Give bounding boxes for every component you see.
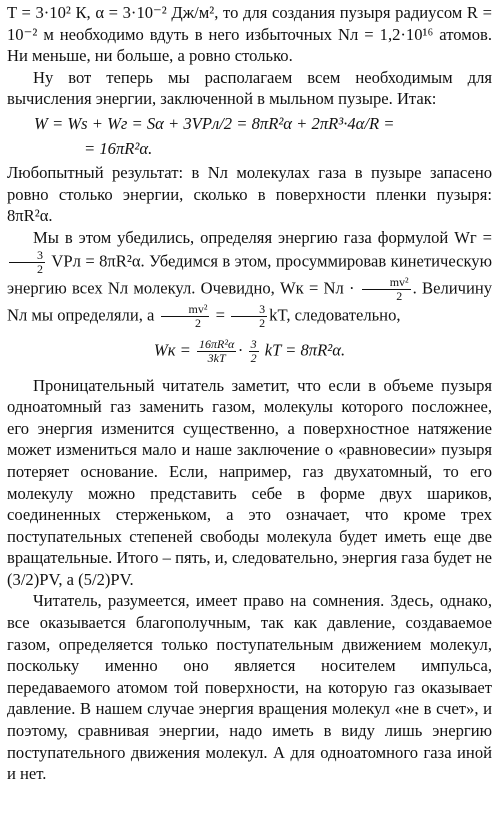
text-segment: VPл = 8πR²α. Убедимся в этом, просуммировав кинетическую энергию всех Nл молекул. Очевидно, Wк = Nл · bbox=[7, 250, 492, 297]
fraction-mv2-over-2 bbox=[161, 303, 210, 330]
text-segment: = bbox=[215, 304, 225, 324]
fraction-denominator: 2 bbox=[195, 315, 201, 330]
fraction-denominator: 2 bbox=[396, 288, 403, 303]
fraction-three-halves bbox=[249, 338, 259, 365]
text-segment: . Величину Nл мы определяли, а bbox=[7, 277, 493, 324]
fraction-denominator: 3kT bbox=[207, 350, 226, 365]
text-segment: Мы в этом убедились, определяя энергию газа формулой Wг = bbox=[33, 227, 492, 247]
paragraph-diatomic-gas: Проницательный читатель заметит, что если в объеме пузыря одноатомный газ заменить газом, молекулы которого посложнее, его энергия изменится существенно, а поверхностное натяжение может измениться мало и наше заключение о «равновесии» пузыря потеряет основание. Если, например, газ двухатомный, то его молекулу можно представить себе в форме двух шариков, соединенных стерженьком, а это означает, что кроме трех поступательных степеней свободы молекула будет иметь еще две вращательные. Итого – пять, и, следовательно, энергия газа будет не (3/2)PV, а (5/2)PV. bbox=[7, 375, 492, 589]
fraction-numerator: mv² bbox=[161, 303, 210, 317]
paragraph-kinetic-energy bbox=[7, 227, 492, 330]
formula-total-energy-line1: W = Ws + Wг = Sα + 3VPл/2 = 8πR²α + 2πR³·4α/R = bbox=[34, 113, 395, 133]
fraction-denominator: 2 bbox=[250, 350, 257, 365]
fraction-denominator: 2 bbox=[37, 261, 43, 276]
formula-rhs: kT = 8πR²α. bbox=[264, 339, 346, 359]
formula-total-energy-line2: = 16πR²α. bbox=[84, 138, 153, 158]
fraction-numerator: mv² bbox=[362, 276, 411, 290]
fraction-three-halves bbox=[231, 303, 267, 330]
formula-kinetic-energy bbox=[7, 338, 492, 365]
paragraph-continuation: T = 3·10² К, α = 3·10⁻² Дж/м², то для создания пузыря радиусом R = 10⁻² м необходимо вдуть в него избыточных Nл = 1,2·10¹⁶ атомов. Ни меньше, ни больше, а ровно столько. bbox=[7, 3, 492, 66]
fraction-numerator: 16πR²α bbox=[199, 336, 235, 351]
paragraph-reader-doubts: Читатель, разумеется, имеет право на сомнения. Здесь, однако, все оказывается благополучным, так как давление, создаваемое газом, определяется только поступательным движением молекул, поскольку именно оно является носителем импульса, передаваемого атомом той поверхности, на которую газ оказывает давление. В нашем случае энергия вращения молекул «не в счет», и поэтому, сравнивая энергии, надо иметь в виду лишь энергию поступательного движения молекул. А для одноатомного газа иной и нет. bbox=[7, 591, 492, 784]
fraction-three-halves bbox=[9, 249, 45, 276]
paragraph-curious-result: Любопытный результат: в Nл молекулах газа в пузыре запасено ровно столько энергии, сколько в поверхности пленки пузыря: 8πR²α. bbox=[7, 163, 492, 226]
fraction-mv2-over-2 bbox=[362, 276, 411, 303]
fraction-numerator: 3 bbox=[250, 336, 257, 351]
formula-lhs: Wк = bbox=[153, 339, 191, 359]
fraction-energy-over-kt bbox=[197, 338, 236, 365]
fraction-numerator: 3 bbox=[231, 303, 267, 317]
fraction-numerator: 3 bbox=[9, 249, 45, 263]
fraction-denominator: 2 bbox=[259, 315, 266, 330]
paragraph-intro-energy: Ну вот теперь мы располагаем всем необходимым для вычисления энергии, заключенной в мыльном пузыре. Итак: bbox=[7, 67, 492, 109]
formula-dot: · bbox=[238, 339, 243, 359]
text-segment: kT, следовательно, bbox=[269, 304, 401, 324]
